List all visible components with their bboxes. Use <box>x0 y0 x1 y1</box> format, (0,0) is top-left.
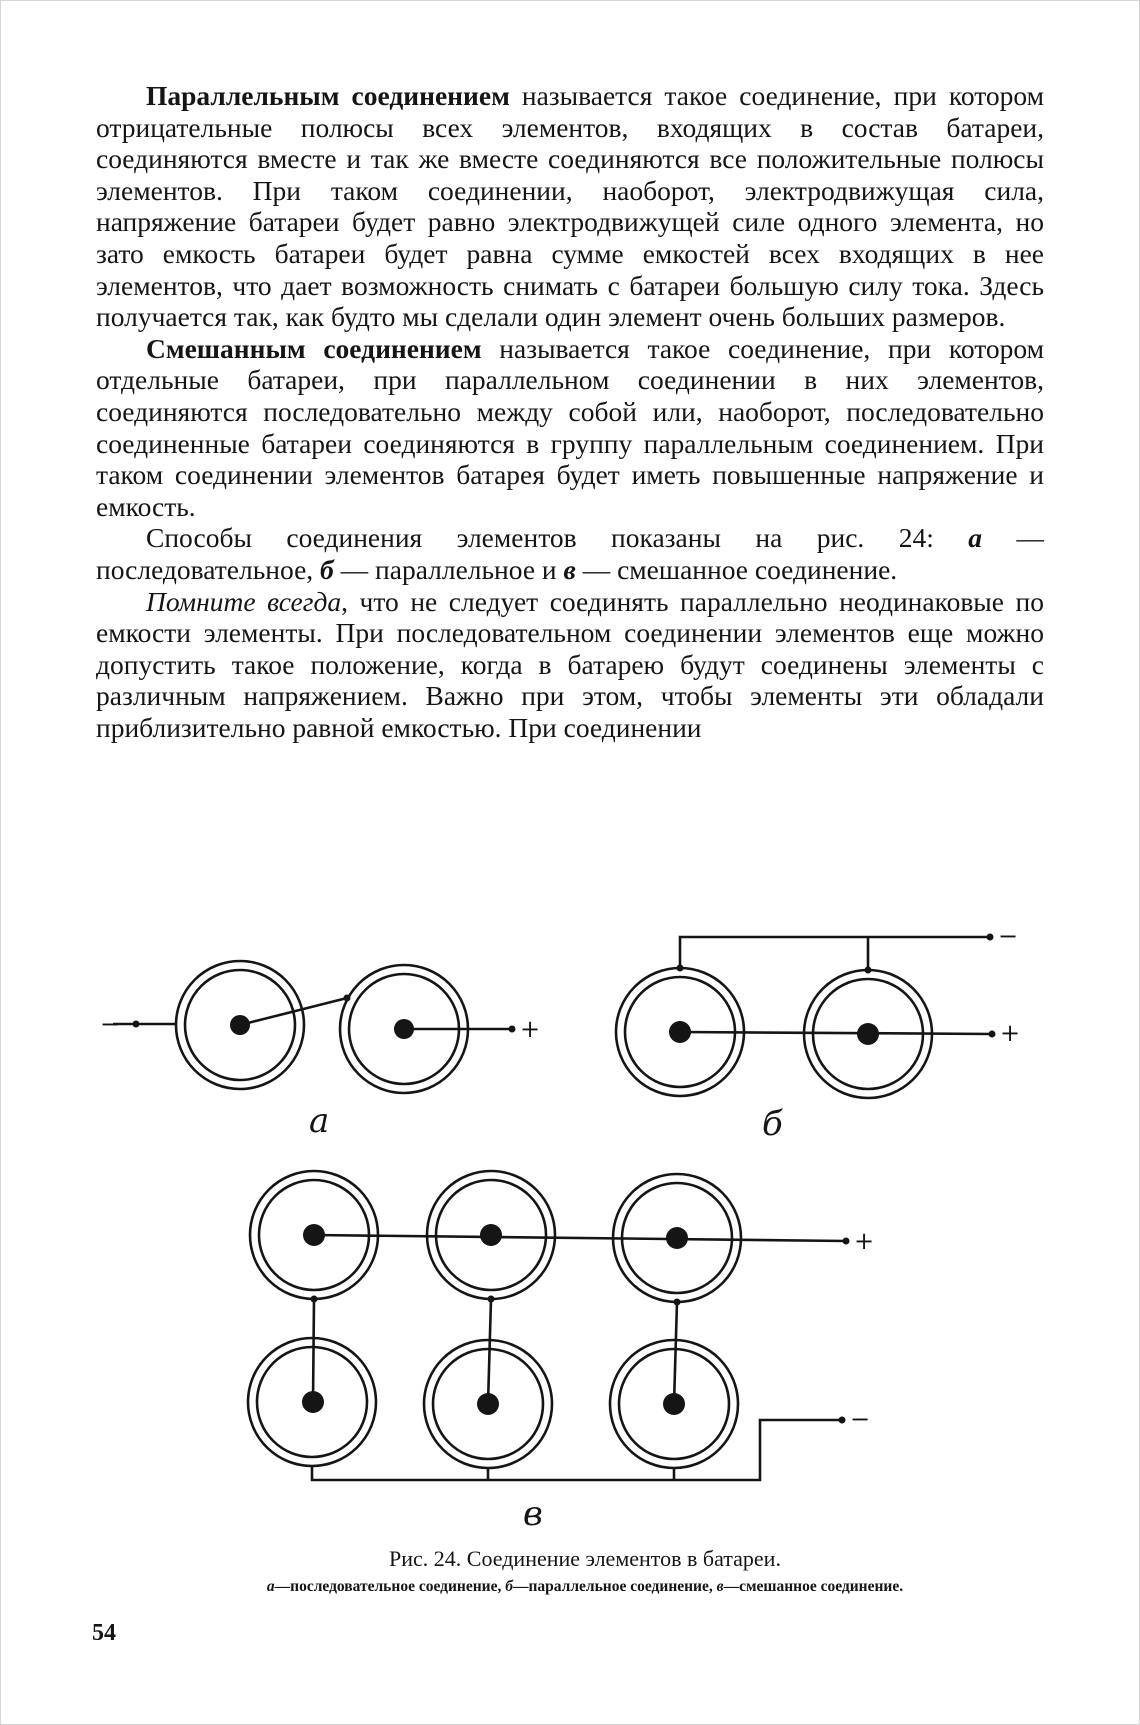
wire <box>313 1299 314 1402</box>
paragraph-remember <box>96 586 1044 744</box>
ref-v: в <box>563 553 576 585</box>
legend-text-a: —последовательное соединение, <box>274 1578 506 1595</box>
junction-dot <box>344 995 351 1002</box>
methods-mixed: — смешанное соединение. <box>575 553 898 585</box>
ref-a: а <box>968 522 983 554</box>
legend-text-b: —параллельное соединение, <box>512 1578 717 1595</box>
diagram-series <box>113 961 512 1093</box>
terminal-minus-a: − <box>100 1010 121 1038</box>
electrode-dot <box>230 1015 250 1035</box>
electrode-dot <box>394 1019 414 1039</box>
junction-dot <box>509 1026 516 1033</box>
methods-intro: Способы соединения элементов показаны на рис. 24: <box>146 522 969 554</box>
electrode-dot <box>663 1393 685 1415</box>
wire <box>680 937 990 968</box>
paragraph-remember-text: , что не следует соединять параллельно неодинаковые по емкости элементы. При последовательном соединении элементов еще можно допустить такое положение, когда в батарею будут соединены элементы с различным напряжением. Важно при этом, чтобы элементы эти обладали приблизительно равной емкостью. При соединении <box>96 585 1044 743</box>
page-number: 54 <box>92 1620 116 1646</box>
junction-dot <box>311 1296 318 1303</box>
electrode-dot <box>477 1393 499 1415</box>
methods-parallel: — параллельное и <box>333 553 564 585</box>
wire <box>314 1235 846 1241</box>
diagram-mixed <box>248 1171 846 1480</box>
term-parallel: Параллельным соединением <box>146 80 510 111</box>
figure-label-b: б <box>762 1104 783 1144</box>
legend-letter-a: а <box>266 1578 275 1595</box>
body-text <box>96 80 1044 743</box>
electrode-dot <box>480 1224 502 1246</box>
junction-dot <box>488 1296 495 1303</box>
wire <box>680 1032 992 1034</box>
electrode-dot <box>302 1391 324 1413</box>
electrode-dot <box>857 1023 879 1045</box>
junction-dot <box>843 1238 850 1245</box>
electrode-dot <box>669 1021 691 1043</box>
terminal-plus-a: + <box>520 1015 541 1043</box>
figure-label-a: а <box>309 1101 330 1141</box>
figure-diagram <box>0 920 1140 1570</box>
wire <box>312 1420 842 1480</box>
term-mixed: Смешанным соединением <box>146 332 482 364</box>
terminal-plus-v: + <box>854 1227 875 1255</box>
electrode-dot <box>303 1224 325 1246</box>
figure-24 <box>0 920 1140 1570</box>
paragraph-parallel-text: называется такое соединение, при котором отрицательные полюсы всех элементов, входящих в состав батареи, соединяются вместе и так же вместе соединяются все положительные полюсы элементов. При таком соединении, наоборот, электродвижущая сила, напряжение батареи будет равно электродвижущей силе одного элемента, но зато емкость батареи будет равна сумме емкостей всех входящих в нее элементов, что дает возможность снимать с батареи большую силу тока. Здесь получается так, как будто мы сделали один элемент очень больших размеров. <box>96 80 1044 333</box>
paragraph-parallel <box>96 80 1044 333</box>
junction-dot <box>677 965 684 972</box>
legend-letter-b: б <box>505 1578 513 1595</box>
junction-dot <box>987 934 994 941</box>
terminal-plus-b: + <box>1000 1019 1021 1047</box>
electrode-dot <box>666 1227 688 1249</box>
terminal-minus-v: − <box>850 1405 871 1433</box>
emphasis-remember: Помните всегда <box>146 585 342 617</box>
wire <box>674 1302 677 1404</box>
junction-dot <box>865 967 872 974</box>
terminal-minus-b: − <box>998 922 1019 950</box>
junction-dot <box>133 1021 140 1028</box>
paragraph-mixed-text: называется такое соединение, при котором отдельные батареи, при параллельном соединении в них элементов, соединяются последовательно между собой или, наоборот, последовательно соединенные батареи соединяются в группу параллельным соединением. При таком соединении элементов батарея будет иметь повышенные напряжение и емкость. <box>96 332 1045 522</box>
figure-legend <box>0 1578 1140 1596</box>
legend-text-v: —смешанное соединение. <box>723 1578 904 1595</box>
junction-dot <box>674 1299 681 1306</box>
junction-dot <box>989 1031 996 1038</box>
ref-b: б <box>320 553 334 585</box>
junction-dot <box>839 1417 846 1424</box>
paragraph-mixed <box>96 333 1044 523</box>
methods-series: — последовательное, <box>96 522 1044 585</box>
legend-letter-v: в <box>716 1578 724 1595</box>
wire <box>488 1299 491 1404</box>
diagram-parallel <box>616 937 992 1098</box>
figure-caption: Рис. 24. Соединение элементов в батареи. <box>389 1546 781 1571</box>
paragraph-methods <box>96 522 1044 585</box>
figure-label-v: в <box>523 1494 543 1534</box>
wire <box>240 998 347 1025</box>
